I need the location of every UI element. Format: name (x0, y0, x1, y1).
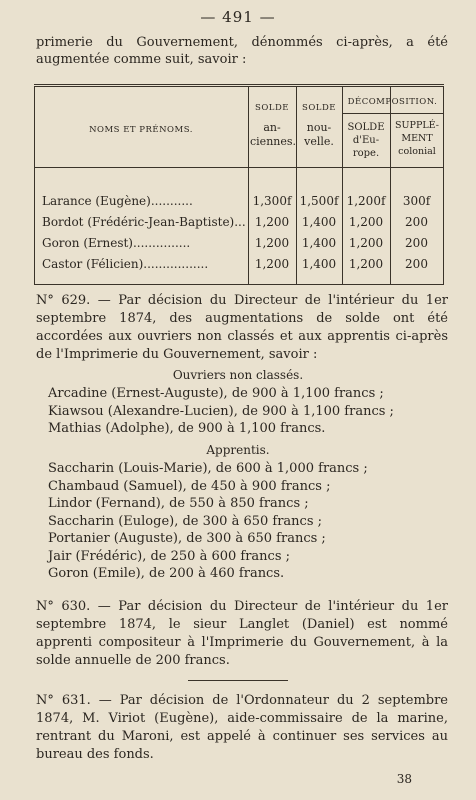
salary-table (34, 84, 444, 285)
table-cell-new: 1,500f (299, 194, 339, 208)
decision-630: N° 630. — Par décision du Directeur de l'intérieur du 1er septembre 1874, le sieur Langlet (Daniel) est nommé apprenti compositeur à l'Imprimerie du Gouvernement, à la solde annuelle de 200 francs. (36, 599, 448, 668)
ouvriers-list (48, 385, 448, 438)
list-item: Portanier (Auguste), de 300 à 650 francs ; (48, 531, 326, 546)
table-border-left (34, 87, 35, 284)
table-row-name: Bordot (Frédéric-Jean-Baptiste)... (42, 215, 246, 229)
table-cell-europe: 1,200 (348, 236, 384, 250)
list-item: Arcadine (Ernest-Auguste), de 900 à 1,100 francs ; (48, 386, 384, 401)
table-cell-old: 1,200 (254, 215, 290, 229)
list-item: Saccharin (Louis-Marie), de 600 à 1,000 francs ; (48, 461, 368, 476)
list-item: Kiawsou (Alexandre-Lucien), de 900 à 1,100 francs ; (48, 403, 394, 419)
table-cell-colonial: 300f (402, 194, 431, 208)
list-item: Mathias (Adolphe), de 900 à 1,100 francs. (48, 421, 326, 436)
col-header-old: SOLDE (255, 103, 289, 113)
table-row-name: Castor (Félicien)................. (42, 257, 209, 271)
table-cell-colonial: 200 (405, 257, 428, 271)
decision-629: N° 629. — Par décision du Directeur de l'intérieur du 1er septembre 1874, des augmentations de solde ont été accordées aux ouvriers non classés et aux apprentis ci-après de l'Imprimerie du Gouvernement, savoir : (36, 293, 448, 362)
apprentis-list (48, 460, 448, 583)
page-number: — 491 — (200, 8, 276, 26)
list-item: Saccharin (Euloge), de 300 à 650 francs ; (48, 513, 323, 529)
table-col-divider (248, 87, 249, 284)
decision-631: N° 631. — Par décision de l'Ordonnateur du 2 septembre 1874, M. Viriot (Eugène), aide-commissaire de la marine, rentrant du Maroni, est appelé à continuer ses services au bureau des fonds. (36, 693, 448, 762)
table-cell-new: 1,400 (301, 215, 337, 229)
table-cell-europe: 1,200 (348, 257, 384, 271)
col-header-names: NOMS ET PRÉNOMS. (89, 125, 193, 135)
col-header-old-sub: an- ciennes. (250, 121, 297, 148)
header-divider (34, 167, 443, 168)
table-cell-new: 1,400 (301, 236, 337, 250)
table-cell-old: 1,200 (254, 236, 290, 250)
list-item: Goron (Emile), de 200 à 460 francs. (48, 566, 285, 581)
table-col-divider (342, 87, 343, 284)
section-ouvriers-title: Ouvriers non classés. (172, 368, 304, 382)
table-cell-old: 1,300f (252, 194, 292, 208)
table-border-right (443, 87, 444, 284)
decomp-divider (342, 113, 443, 114)
table-cell-old: 1,200 (254, 257, 290, 271)
col-header-new: SOLDE (302, 103, 336, 113)
table-cell-colonial: 200 (405, 236, 428, 250)
table-cell-colonial: 200 (405, 215, 428, 229)
section-apprentis-title: Apprentis. (206, 443, 270, 457)
col-header-europe: SOLDE d'Eu- rope. (347, 122, 385, 159)
section-divider (188, 680, 288, 681)
footer-number: 38 (396, 772, 412, 786)
col-header-colonial: SUPPLÉ- MENT colonial (395, 120, 439, 157)
table-cell-europe: 1,200f (346, 194, 386, 208)
list-item: Jair (Frédéric), de 250 à 600 francs ; (48, 548, 291, 564)
table-row-name: Larance (Eugène)........... (42, 194, 193, 208)
table-col-divider (390, 87, 391, 284)
list-item: Lindor (Fernand), de 550 à 850 francs ; (48, 496, 309, 511)
table-row-name: Goron (Ernest)............... (42, 236, 191, 250)
table-col-divider (296, 87, 297, 284)
col-header-new-sub: nou- velle. (304, 121, 334, 148)
list-item: Chambaud (Samuel), de 450 à 900 francs ; (48, 478, 331, 494)
intro-text: primerie du Gouvernement, dénommés ci-après, a été augmentée comme suit, savoir : (36, 35, 448, 67)
table-cell-new: 1,400 (301, 257, 337, 271)
table-cell-europe: 1,200 (348, 215, 384, 229)
col-header-decomposition: DÉCOMPOSITION. (347, 97, 438, 107)
